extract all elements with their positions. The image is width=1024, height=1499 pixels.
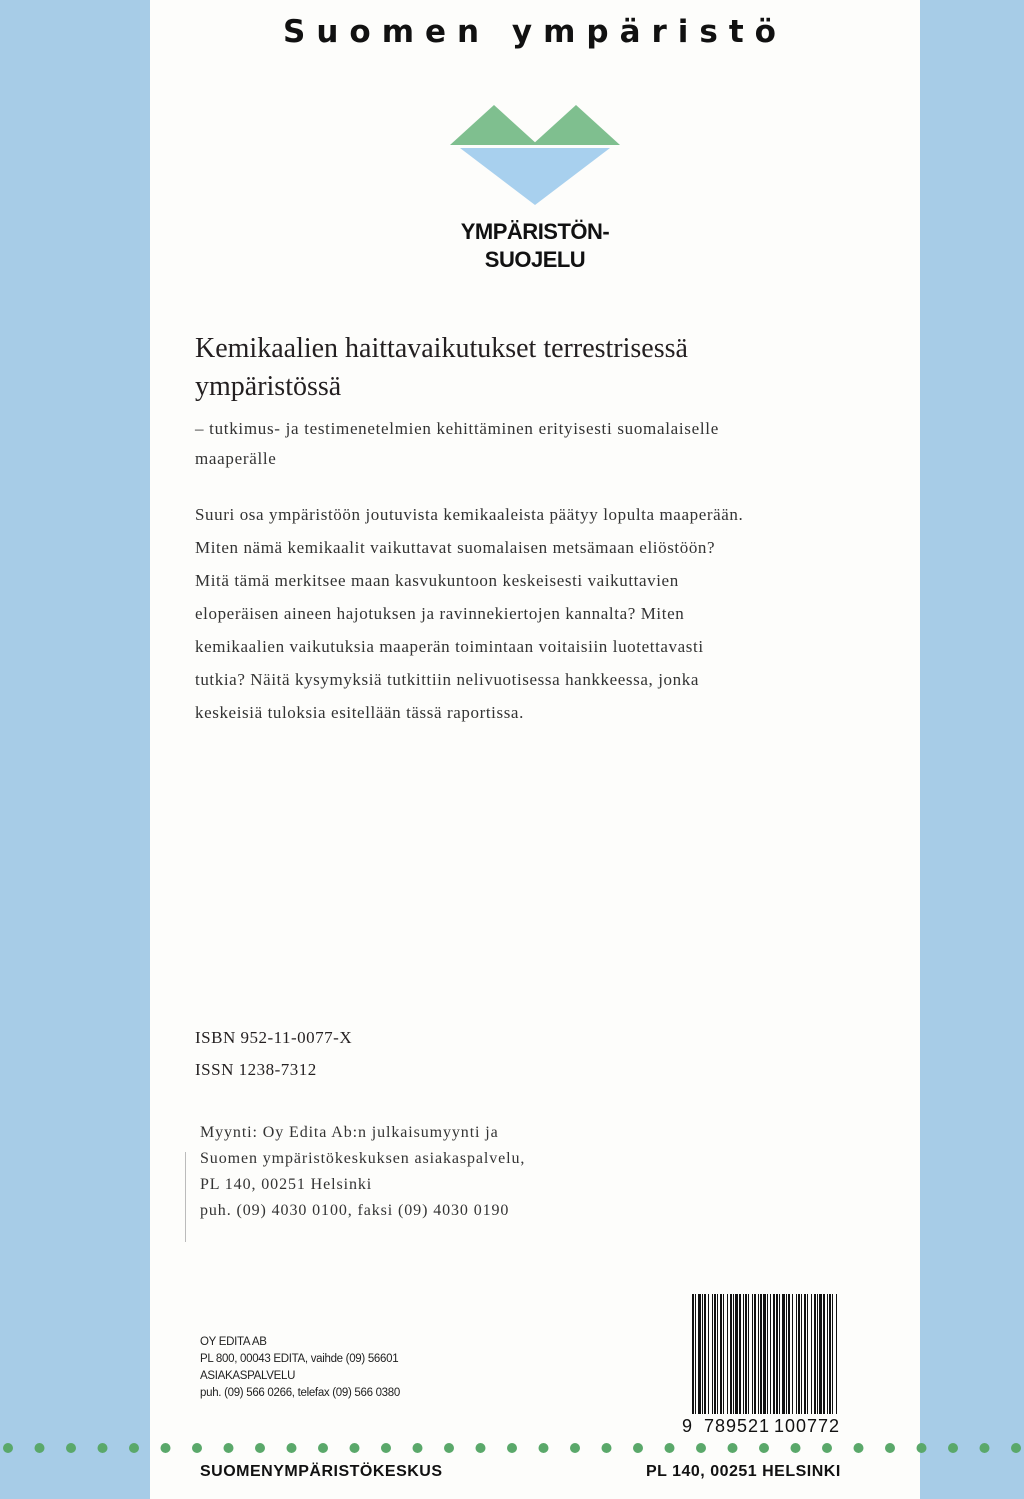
divider-dot	[948, 1443, 958, 1453]
barcode-bar	[786, 1294, 787, 1414]
barcode-bar	[714, 1294, 716, 1414]
description-line: Miten nämä kemikaalit vaikuttavat suomalaisen metsämaan eliöstöön?	[195, 538, 716, 557]
sales-line: Myynti: Oy Edita Ab:n julkaisumyynti ja	[200, 1124, 499, 1141]
barcode-bar	[770, 1294, 771, 1414]
barcode-bar	[748, 1294, 749, 1414]
barcode-bar	[804, 1294, 806, 1414]
description-line: Mitä tämä merkitsee maan kasvukuntoon keskeisesti vaikuttavien	[195, 571, 679, 590]
barcode-bar	[760, 1294, 762, 1414]
footer-address: PL 140, 00251 HELSINKI	[646, 1463, 841, 1480]
divider-dot	[759, 1443, 769, 1453]
barcode-bar	[727, 1294, 728, 1414]
divider-dot	[602, 1443, 612, 1453]
divider-dot	[129, 1443, 139, 1453]
divider-dot	[822, 1443, 832, 1453]
description-line: kemikaalien vaikutuksia maaperän toimintaan voitaisiin luotettavasti	[195, 637, 704, 656]
barcode-first-digit: 9	[682, 1416, 693, 1436]
barcode-bar	[782, 1294, 785, 1414]
barcode-bar	[807, 1294, 808, 1414]
report-title-line: ympäristössä	[195, 371, 342, 402]
divider-dot	[3, 1443, 13, 1453]
divider-dot	[35, 1443, 45, 1453]
barcode-bar	[773, 1294, 775, 1414]
barcode-bar	[798, 1294, 800, 1414]
barcode-bar	[745, 1294, 747, 1414]
publisher-line: PL 800, 00043 EDITA, vaihde (09) 56601	[200, 1353, 399, 1365]
sales-line: puh. (09) 4030 0100, faksi (09) 4030 0190	[200, 1202, 510, 1219]
barcode-bar	[743, 1294, 744, 1414]
logo-text-line-2: SUOJELU	[484, 247, 586, 272]
report-title-line: Kemikaalien haittavaikutukset terrestrisessä	[195, 333, 688, 364]
divider-dot	[476, 1443, 486, 1453]
sales-line: PL 140, 00251 Helsinki	[200, 1176, 373, 1193]
divider-dot	[161, 1443, 171, 1453]
divider-dot	[696, 1443, 706, 1453]
barcode-bar	[814, 1294, 816, 1414]
divider-dot	[66, 1443, 76, 1453]
barcode-bar	[819, 1294, 822, 1414]
publisher-line: OY EDITA AB	[200, 1336, 267, 1348]
barcode-bar	[717, 1294, 718, 1414]
barcode-bar	[788, 1294, 790, 1414]
barcode-bar	[832, 1294, 833, 1414]
divider-dot	[980, 1443, 990, 1453]
barcode-bar	[752, 1294, 753, 1414]
divider-dot	[728, 1443, 738, 1453]
divider-dot	[318, 1443, 328, 1453]
barcode-bar	[708, 1294, 709, 1414]
divider-dot	[539, 1443, 549, 1453]
barcode-bar	[823, 1294, 825, 1414]
footer-publisher: SUOMENYMPÄRISTÖKESKUS	[200, 1463, 443, 1480]
divider-dot	[444, 1443, 454, 1453]
sales-info	[200, 1120, 525, 1224]
report-title	[195, 330, 835, 406]
description-line: Suuri osa ympäristöön joutuvista kemikaaleista päätyy lopulta maaperään.	[195, 505, 744, 524]
subtitle-line: maaperälle	[195, 449, 277, 468]
barcode-right-group: 100772	[774, 1416, 841, 1436]
description-line: eloperäisen aineen hajotuksen ja ravinnekiertojen kannalta? Miten	[195, 604, 685, 623]
barcode-bar	[702, 1294, 703, 1414]
cover-page	[150, 0, 920, 1499]
barcode-bar	[801, 1294, 802, 1414]
publisher-info	[200, 1334, 400, 1402]
dot-divider	[0, 1438, 1024, 1458]
barcode-bar	[779, 1294, 780, 1414]
divider-dot	[917, 1443, 927, 1453]
description-line: keskeisiä tuloksia esitellään tässä raportissa.	[195, 703, 524, 722]
publisher-line: puh. (09) 566 0266, telefax (09) 566 0380	[200, 1387, 400, 1399]
barcode-bar	[758, 1294, 759, 1414]
divider-dot	[507, 1443, 517, 1453]
isbn: ISBN 952-11-0077-X	[195, 1028, 353, 1047]
description-line: tutkia? Näitä kysymyksiä tutkittiin nelivuotisessa hankkeessa, jonka	[195, 670, 699, 689]
barcode-bar	[698, 1294, 701, 1414]
barcode-left-group: 789521	[704, 1416, 771, 1436]
barcode-bar	[712, 1294, 713, 1414]
divider-dot	[413, 1443, 423, 1453]
barcode-bar	[796, 1294, 797, 1414]
divider-dot	[885, 1443, 895, 1453]
divider-dot	[224, 1443, 234, 1453]
issn: ISSN 1238-7312	[195, 1060, 317, 1079]
barcode-bar	[704, 1294, 706, 1414]
barcode-bar	[739, 1294, 741, 1414]
barcode-bar	[720, 1294, 722, 1414]
barcode-bar	[836, 1294, 837, 1414]
barcode-bar	[733, 1294, 734, 1414]
subtitle-line: – tutkimus- ja testimenetelmien kehittäminen erityisesti suomalaiselle	[195, 419, 719, 438]
divider-dot	[633, 1443, 643, 1453]
barcode-bar	[735, 1294, 738, 1414]
barcode-bar	[827, 1294, 828, 1414]
divider-dot	[381, 1443, 391, 1453]
sales-divider	[185, 1152, 186, 1242]
barcode-bar	[754, 1294, 756, 1414]
barcode-bar	[692, 1294, 694, 1414]
barcode-bar	[695, 1294, 696, 1414]
report-description	[195, 498, 875, 729]
logo-text-line-1: YMPÄRISTÖN-	[460, 219, 610, 244]
divider-dot	[98, 1443, 108, 1453]
divider-dot	[570, 1443, 580, 1453]
sales-line: Suomen ympäristökeskuksen asiakaspalvelu,	[200, 1150, 526, 1167]
barcode-bar	[817, 1294, 818, 1414]
barcode-bar	[829, 1294, 831, 1414]
barcode-bar	[767, 1294, 768, 1414]
divider-dot	[1011, 1443, 1021, 1453]
divider-dot	[791, 1443, 801, 1453]
divider-dot	[287, 1443, 297, 1453]
barcode-bar	[763, 1294, 766, 1414]
logo-text	[150, 218, 920, 274]
identifiers	[195, 1022, 352, 1086]
divider-dot	[665, 1443, 675, 1453]
divider-dot	[255, 1443, 265, 1453]
publisher-line: ASIAKASPALVELU	[200, 1370, 296, 1382]
divider-dot	[350, 1443, 360, 1453]
series-title: Suomen ympäristö	[283, 14, 787, 50]
ymparistonsuojelu-logo	[450, 100, 620, 210]
divider-dot	[192, 1443, 202, 1453]
barcode-bar	[723, 1294, 724, 1414]
barcode-bar	[776, 1294, 778, 1414]
isbn-barcode	[670, 1290, 842, 1440]
barcode-bar	[730, 1294, 732, 1414]
report-subtitle	[195, 414, 855, 474]
barcode-bar	[792, 1294, 793, 1414]
barcode-bar	[811, 1294, 812, 1414]
divider-dot	[854, 1443, 864, 1453]
